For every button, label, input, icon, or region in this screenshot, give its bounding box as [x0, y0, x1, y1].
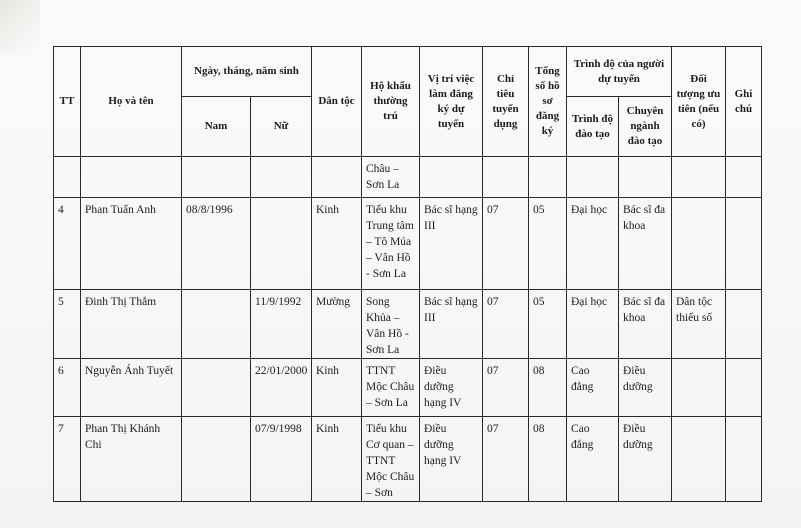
- cell-name: Phan Tuấn Anh: [81, 198, 182, 290]
- cell-notes: [726, 417, 762, 502]
- cell-residence: Tiểu khu Trung tâm – Tô Múa – Vân Hồ - Sơn La: [362, 198, 420, 290]
- cell-tt: 4: [54, 198, 81, 290]
- cell-male-dob: [182, 290, 251, 359]
- cell-priority: Dân tộc thiểu số: [672, 290, 726, 359]
- cell-name: Phan Thị Khánh Chi: [81, 417, 182, 502]
- cell-total: [529, 157, 567, 198]
- header-major: Chuyên ngành đào tạo: [619, 97, 672, 157]
- header-ethnicity: Dân tộc: [312, 47, 362, 157]
- header-education-level: Trình độ đào tạo: [567, 97, 619, 157]
- cell-name: [81, 157, 182, 198]
- cell-total: 05: [529, 198, 567, 290]
- cell-position: [420, 157, 483, 198]
- cell-residence: Tiểu khu Cơ quan – TTNT Mộc Châu – Sơn: [362, 417, 420, 502]
- cell-residence: TTNT Mộc Châu – Sơn La: [362, 359, 420, 417]
- header-qualification: Trình độ của người dự tuyển: [567, 47, 672, 97]
- cell-position: Điều dưỡng hạng IV: [420, 417, 483, 502]
- cell-position: Bác sĩ hạng III: [420, 198, 483, 290]
- header-quota: Chỉ tiêu tuyển dụng: [483, 47, 529, 157]
- cell-education: Đại học: [567, 290, 619, 359]
- cell-priority: [672, 417, 726, 502]
- cell-male-dob: [182, 157, 251, 198]
- cell-education: Đại học: [567, 198, 619, 290]
- cell-education: Cao đẳng: [567, 359, 619, 417]
- cell-notes: [726, 157, 762, 198]
- header-male: Nam: [182, 97, 251, 157]
- cell-tt: [54, 157, 81, 198]
- cell-ethnicity: Mường: [312, 290, 362, 359]
- page-corner-fold: [0, 0, 40, 55]
- header-tt: TT: [54, 47, 81, 157]
- header-position: Vị trí việc làm đăng ký dự tuyển: [420, 47, 483, 157]
- cell-tt: 6: [54, 359, 81, 417]
- table-row: [54, 417, 762, 502]
- header-birthdate: Ngày, tháng, năm sinh: [182, 47, 312, 97]
- cell-residence: Châu – Sơn La: [362, 157, 420, 198]
- cell-major: Bác sĩ đa khoa: [619, 198, 672, 290]
- cell-major: Điều dưỡng: [619, 417, 672, 502]
- cell-ethnicity: [312, 157, 362, 198]
- cell-major: [619, 157, 672, 198]
- header-total-applications: Tổng số hồ sơ đăng ký: [529, 47, 567, 157]
- table-row: [54, 290, 762, 359]
- cell-position: Bác sĩ hạng III: [420, 290, 483, 359]
- cell-name: Đinh Thị Thắm: [81, 290, 182, 359]
- cell-priority: [672, 359, 726, 417]
- cell-name: Nguyễn Ánh Tuyết: [81, 359, 182, 417]
- cell-quota: 07: [483, 290, 529, 359]
- cell-total: 08: [529, 359, 567, 417]
- table-row: [54, 359, 762, 417]
- cell-male-dob: [182, 359, 251, 417]
- cell-female-dob: 22/01/2000: [251, 359, 312, 417]
- cell-male-dob: [182, 417, 251, 502]
- cell-notes: [726, 198, 762, 290]
- table-row: [54, 157, 762, 198]
- cell-tt: 5: [54, 290, 81, 359]
- cell-notes: [726, 359, 762, 417]
- cell-position: Điều dưỡng hạng IV: [420, 359, 483, 417]
- cell-female-dob: [251, 198, 312, 290]
- table-row: [54, 198, 762, 290]
- cell-major: Bác sĩ đa khoa: [619, 290, 672, 359]
- cell-education: [567, 157, 619, 198]
- cell-ethnicity: Kinh: [312, 198, 362, 290]
- cell-female-dob: [251, 157, 312, 198]
- cell-male-dob: 08/8/1996: [182, 198, 251, 290]
- header-female: Nữ: [251, 97, 312, 157]
- header-notes: Ghi chú: [726, 47, 762, 157]
- candidate-table: [53, 46, 762, 502]
- cell-total: 08: [529, 417, 567, 502]
- cell-ethnicity: Kinh: [312, 359, 362, 417]
- cell-residence: Song Khủa – Vân Hồ - Sơn La: [362, 290, 420, 359]
- cell-quota: 07: [483, 359, 529, 417]
- cell-quota: 07: [483, 198, 529, 290]
- cell-major: Điều dưỡng: [619, 359, 672, 417]
- cell-female-dob: 07/9/1998: [251, 417, 312, 502]
- cell-female-dob: 11/9/1992: [251, 290, 312, 359]
- cell-priority: [672, 157, 726, 198]
- header-residence: Hộ khẩu thường trú: [362, 47, 420, 157]
- cell-notes: [726, 290, 762, 359]
- header-priority: Đối tượng ưu tiên (nếu có): [672, 47, 726, 157]
- cell-tt: 7: [54, 417, 81, 502]
- cell-quota: 07: [483, 417, 529, 502]
- cell-priority: [672, 198, 726, 290]
- cell-total: 05: [529, 290, 567, 359]
- cell-education: Cao đẳng: [567, 417, 619, 502]
- header-name: Họ và tên: [81, 47, 182, 157]
- cell-quota: [483, 157, 529, 198]
- cell-ethnicity: Kinh: [312, 417, 362, 502]
